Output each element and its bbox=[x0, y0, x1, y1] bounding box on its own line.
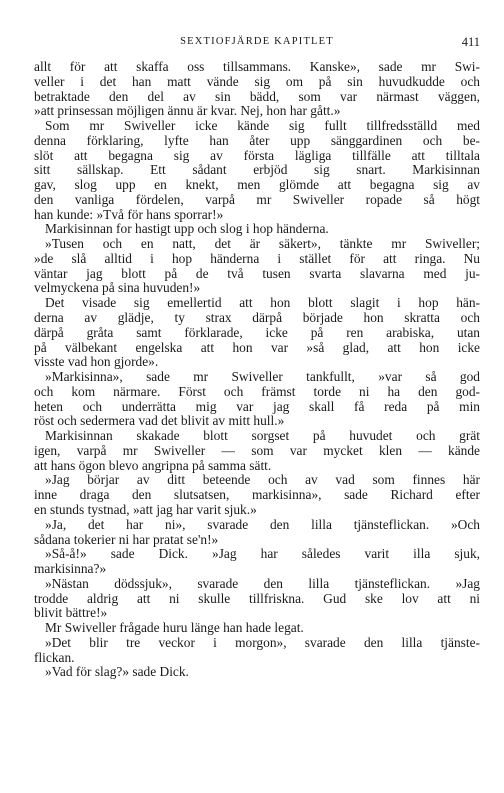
text-line: den vanliga fördelen, varpå mr Swiveller ropade så högt bbox=[34, 192, 480, 207]
text-line: »att prinsessan möjligen ännu är kvar. Nej, hon har gått.» bbox=[34, 104, 341, 119]
text-line: på välbekant engelska att hon var »så glad, att hon icke bbox=[34, 340, 480, 355]
text-line: Markisinnan for hastigt upp och slog i hop händerna. bbox=[45, 222, 329, 237]
text-line: slöt att begagna sig av första lägliga tillfälle att tilltala bbox=[34, 148, 480, 163]
text-line: Det visade sig emellertid att hon blott slagit i hop hän- bbox=[45, 296, 480, 311]
text-line: han kunde: »Två för hans sporrar!» bbox=[34, 207, 224, 222]
text-line: »Markisinna», sade mr Swiveller tankfullt, »var så god bbox=[45, 370, 480, 385]
text-line: blivit bättre!» bbox=[34, 606, 108, 621]
text-line: och kom närmare. Först och främst torde ni ha den god- bbox=[34, 384, 480, 399]
text-line: »Så-å!» sade Dick. »Jag har således varit illa sjuk, bbox=[45, 547, 480, 562]
running-title: SEXTIOFJÄRDE KAPITLET bbox=[180, 36, 334, 47]
text-line: »de slå alltid i hop händerna i stället för att ringa. Nu bbox=[34, 251, 480, 266]
text-line: heten och underrätta mig var jag skall få reda på min bbox=[34, 399, 480, 414]
text-line: derna av glädje, ty strax därpå började hon skratta och bbox=[34, 311, 480, 326]
text-line: »Ja, det har ni», svarade den lilla tjänsteflickan. »Och bbox=[45, 517, 480, 532]
text-line: velmyckena på sina huvuden!» bbox=[34, 281, 201, 296]
text-line: markisinna?» bbox=[34, 562, 107, 577]
text-line: allt för att skaffa oss tillsammans. Kanske», sade mr Swi- bbox=[34, 60, 480, 74]
text-line: sådana tokerier ni har pratat se'n!» bbox=[34, 532, 219, 547]
text-line: väntar jag blott på de två tusen svarta slavarna med ju- bbox=[34, 266, 480, 281]
text-line: flickan. bbox=[34, 650, 75, 665]
text-line: Som mr Swiveller icke kände sig fullt tillfredsställd med bbox=[45, 119, 480, 134]
text-line: en stunds tystnad, »att jag har varit sjuk.» bbox=[34, 502, 257, 517]
text-line: visste vad hon gjorde». bbox=[34, 355, 159, 370]
text-line: Mr Swiveller frågade huru länge han hade legat. bbox=[45, 621, 304, 636]
text-line: »Vad för slag?» sade Dick. bbox=[45, 665, 189, 680]
text-line: »Nästan dödssjuk», svarade den lilla tjänsteflickan. »Jag bbox=[45, 576, 480, 591]
text-line: därpå gråta samt förklarade, icke på ren arabiska, utan bbox=[34, 325, 480, 340]
page-header bbox=[34, 36, 480, 52]
text-line: gav, slog upp en knekt, men glömde att begagna sig av bbox=[34, 178, 480, 193]
text-line: att hans ögon blevo angripna på samma sätt. bbox=[34, 458, 272, 473]
text-line: »Tusen och en natt, det är säkert», tänkte mr Swiveller; bbox=[45, 237, 480, 252]
text-line: igen, varpå mr Swiveller — som var mycket klen — kände bbox=[34, 443, 480, 458]
text-line: trodde aldrig att ni skulle tillfriskna. Gud ske lov att ni bbox=[34, 591, 480, 606]
text-line: inne draga den slutsatsen, markisinna», sade Richard efter bbox=[34, 488, 480, 503]
text-line: röst och sedermera vad det blivit av mitt hull.» bbox=[34, 414, 285, 429]
text-line: veller i det han matt vände sig om på sin huvudkudde och bbox=[34, 74, 480, 89]
text-line: sitt sällskap. Ett sådant erbjöd sig snart. Markisinnan bbox=[34, 163, 480, 178]
page-number: 411 bbox=[461, 35, 480, 49]
text-line: Markisinnan skakade blott sorgset på huvudet och grät bbox=[45, 429, 480, 444]
text-line: »Jag börjar av ditt beteende och av vad som finnes här bbox=[45, 473, 480, 488]
text-line: denna förklaring, lyfte han åter upp sänggardinen och be- bbox=[34, 133, 480, 148]
text-line: betraktade den del av sin bädd, som var närmast väggen, bbox=[34, 89, 480, 104]
body-text bbox=[34, 60, 480, 680]
text-line: »Det blir tre veckor i morgon», svarade den lilla tjänste- bbox=[45, 635, 480, 650]
